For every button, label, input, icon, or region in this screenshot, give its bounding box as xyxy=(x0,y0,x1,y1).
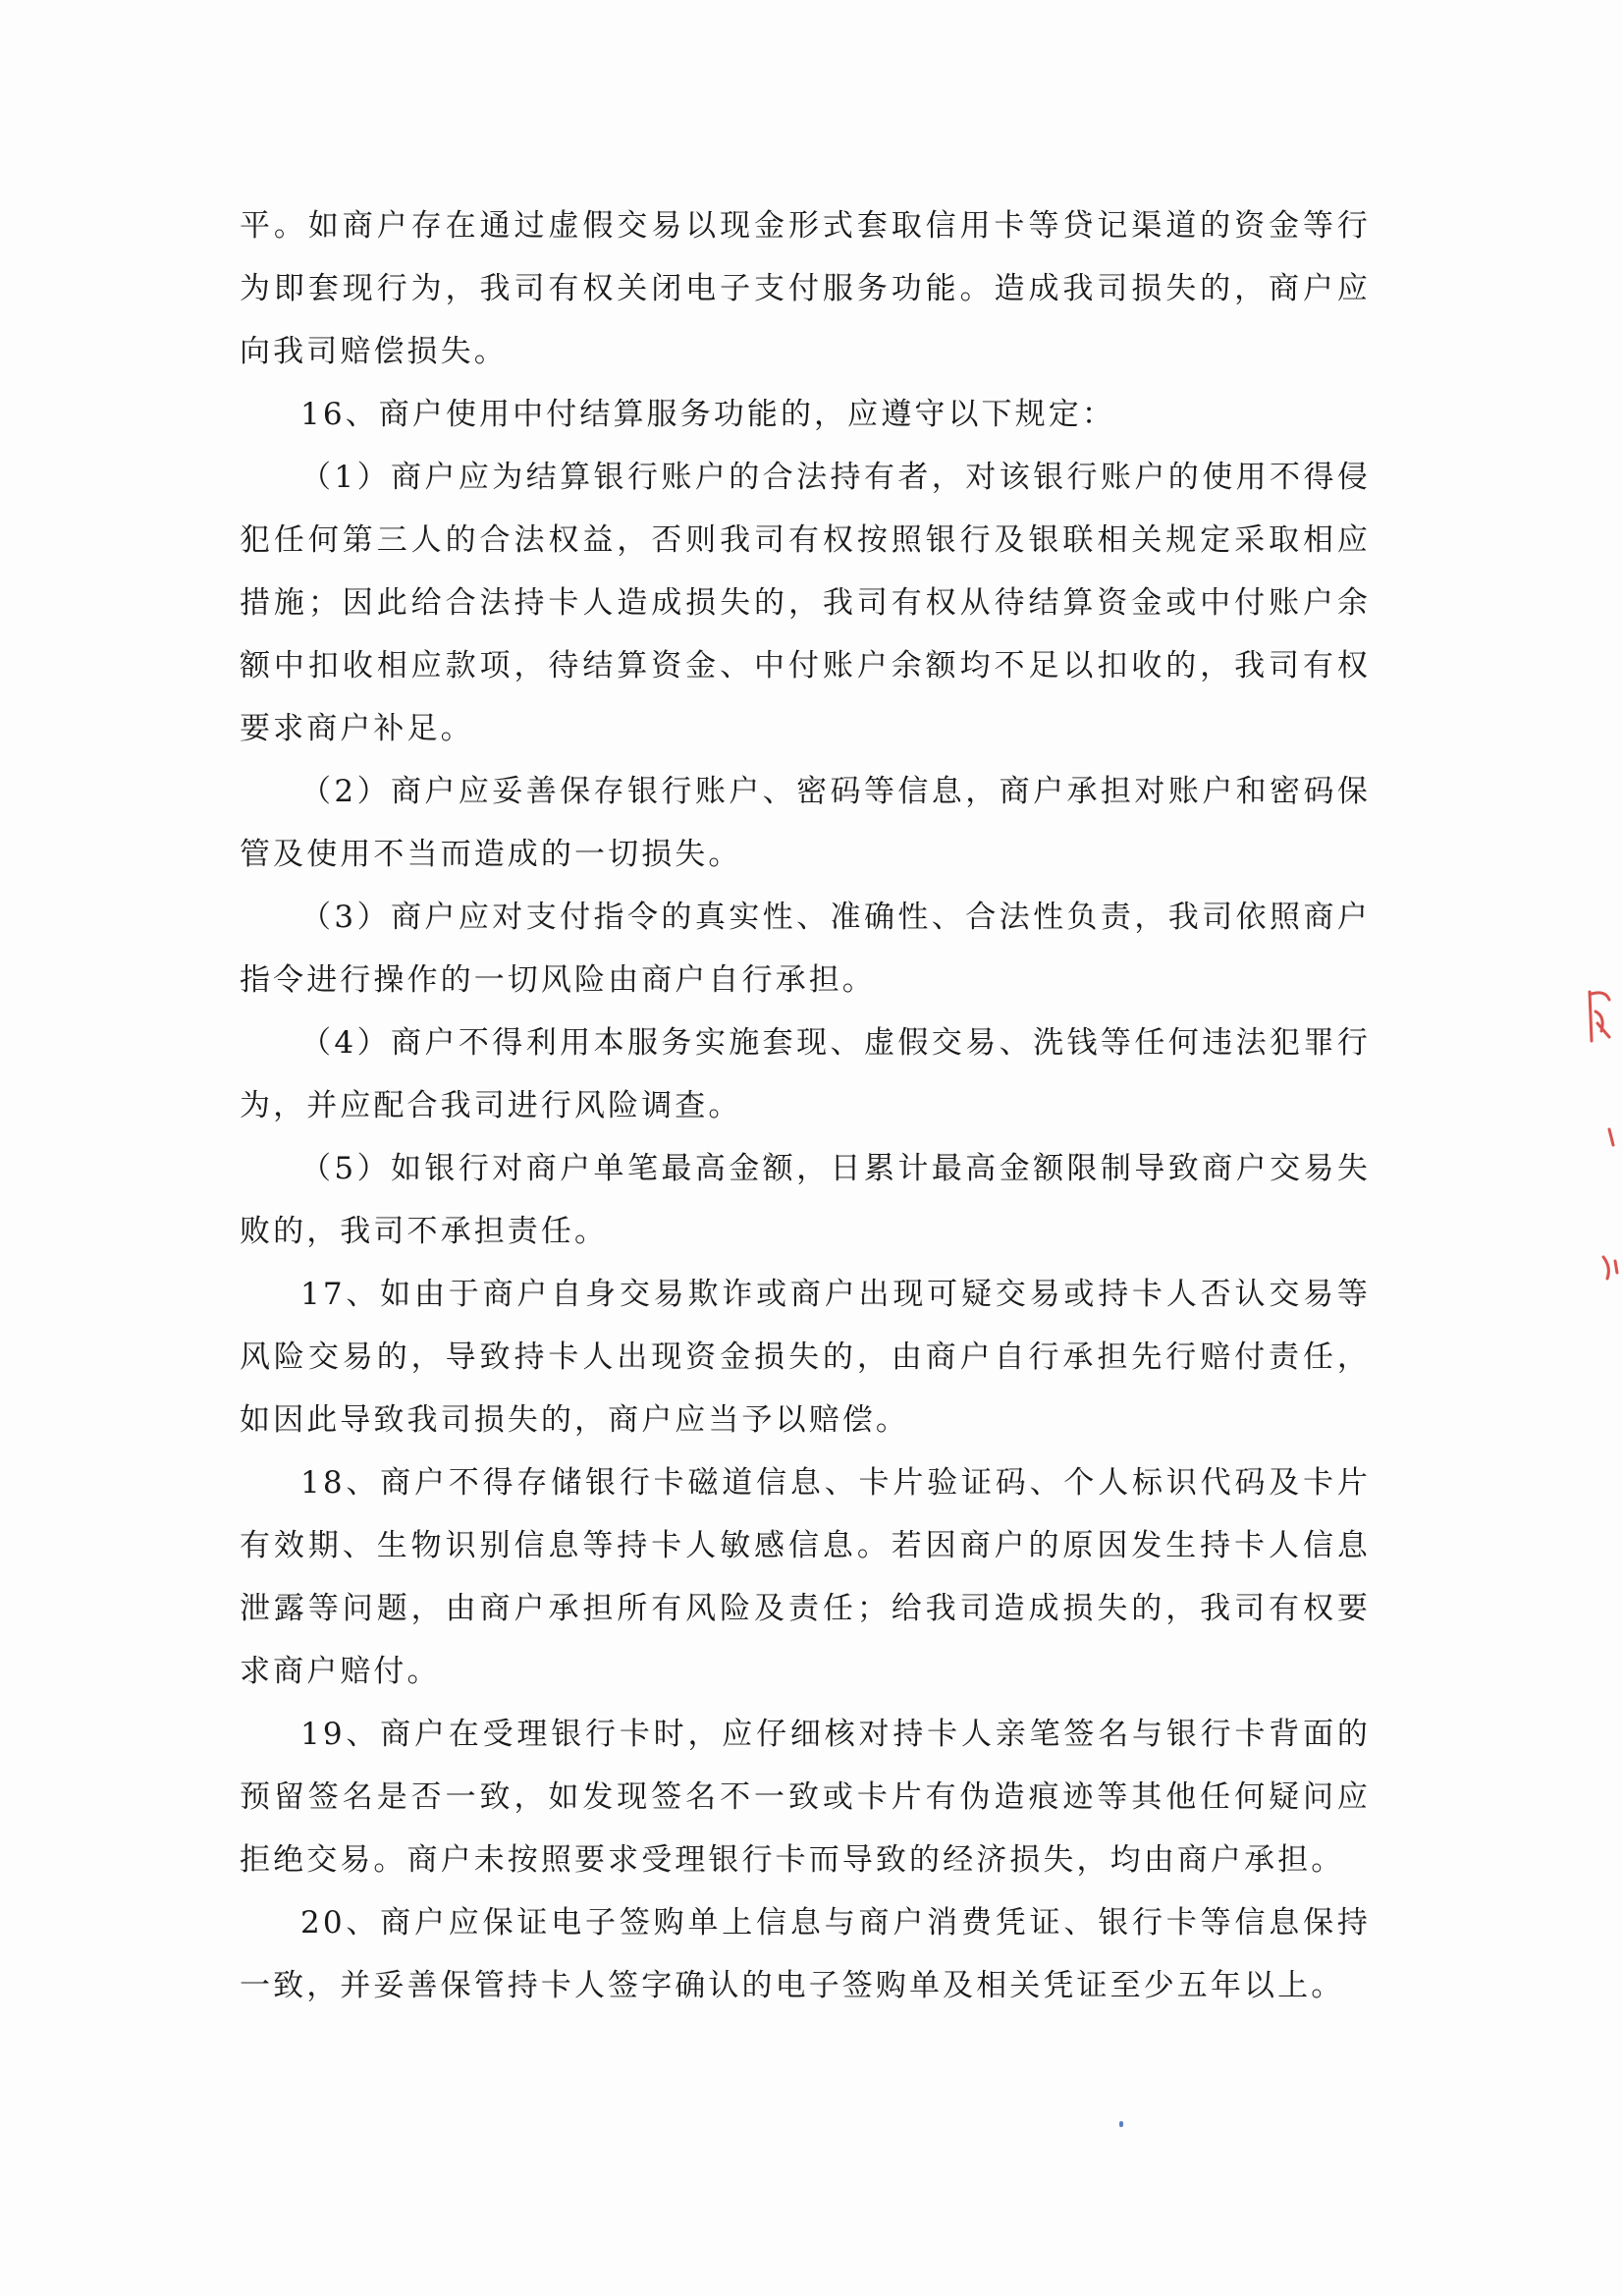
clause-17: 17、如由于商户自身交易欺诈或商户出现可疑交易或持卡人否认交易等风险交易的，导致持卡人出现资金损失的，由商户自行承担先行赔付责任，如因此导致我司损失的，商户应当予以赔偿。 xyxy=(240,1277,1371,1438)
clause-16-item-5: （5）如银行对商户单笔最高金额，日累计最高金额限制导致商户交易失败的，我司不承担责任。 xyxy=(240,1151,1371,1249)
clause-16: 16、商户使用中付结算服务功能的，应遵守以下规定： xyxy=(300,397,1115,432)
paragraph-continuation: 平。如商户存在通过虚假交易以现金形式套取信用卡等贷记渠道的资金等行为即套现行为，我司有权关闭电子支付服务功能。造成我司损失的，商户应向我司赔偿损失。 xyxy=(240,208,1371,369)
ink-speck xyxy=(1119,2121,1123,2127)
clause-16-item-3: （3）商户应对支付指令的真实性、准确性、合法性负责，我司依照商户指令进行操作的一切风险由商户自行承担。 xyxy=(240,900,1371,998)
clause-16-item-1: （1）商户应为结算银行账户的合法持有者，对该银行账户的使用不得侵犯任何第三人的合法权益，否则我司有权按照银行及银联相关规定采取相应措施；因此给合法持卡人造成损失的，我司有权从待结算资金或中付账户余额中扣收相应款项，待结算资金、中付账户余额均不足以扣收的，我司有权要求商户补足。 xyxy=(240,460,1371,746)
clause-16-item-2: （2）商户应妥善保存银行账户、密码等信息，商户承担对账户和密码保管及使用不当而造成的一切损失。 xyxy=(240,774,1371,872)
seal-fragment-icon xyxy=(1576,972,1623,1296)
clause-20: 20、商户应保证电子签购单上信息与商户消费凭证、银行卡等信息保持一致，并妥善保管持卡人签字确认的电子签购单及相关凭证至少五年以上。 xyxy=(240,1905,1371,2003)
clause-16-item-4: （4）商户不得利用本服务实施套现、虚假交易、洗钱等任何违法犯罪行为，并应配合我司进行风险调查。 xyxy=(240,1025,1371,1123)
document-body xyxy=(240,194,1371,2017)
clause-19: 19、商户在受理银行卡时，应仔细核对持卡人亲笔签名与银行卡背面的预留签名是否一致，如发现签名不一致或卡片有伪造痕迹等其他任何疑问应拒绝交易。商户未按照要求受理银行卡而导致的经济损失，均由商户承担。 xyxy=(240,1717,1371,1878)
clause-18: 18、商户不得存储银行卡磁道信息、卡片验证码、个人标识代码及卡片有效期、生物识别信息等持卡人敏感信息。若因商户的原因发生持卡人信息泄露等问题，由商户承担所有风险及责任；给我司造成损失的，我司有权要求商户赔付。 xyxy=(240,1465,1371,1689)
